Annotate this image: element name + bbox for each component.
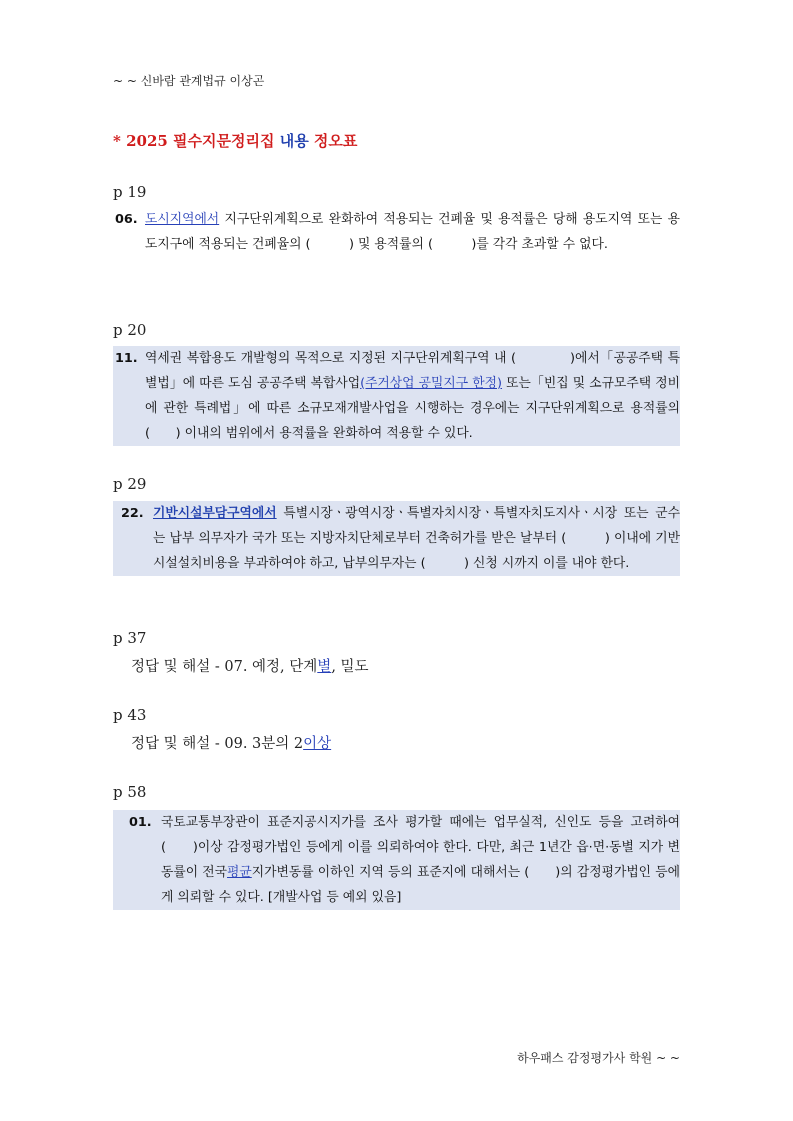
text-segment: 특별시장ㆍ광역시장ㆍ특별자치시장ㆍ특별자치도지사ㆍ시장 또는 군수는 (153, 506, 680, 546)
text-segment: 지구단위계획으로 완화하여 적용되는 건폐율 및 용적률 (224, 212, 536, 227)
item-text (113, 207, 680, 257)
item-01 (113, 810, 680, 910)
text-segment: ( )이상 감정평가법인 등 (161, 840, 319, 855)
answer-09 (131, 732, 331, 753)
page-label-43: p 43 (113, 706, 147, 724)
text-segment: 은 당해 (535, 212, 583, 227)
item-number: 01. (129, 815, 152, 830)
text-segment: 가 국가 또는 지방자치단체로부터 (235, 531, 426, 546)
item-06 (113, 207, 680, 257)
text-segment: 납부 의무자 (169, 531, 236, 546)
title-highlight: 내용 (279, 132, 309, 150)
item-text (113, 346, 680, 446)
text-segment: 역세권 복합용도 개발형 (145, 351, 278, 366)
answer-tail: , 밀도 (331, 659, 369, 675)
page-footer: 하우패스 감정평가사 학원 ~ ~ (517, 1051, 680, 1065)
text-segment: 평균 (227, 865, 252, 880)
text-segment: 용도지역 또는 용도지구 (145, 212, 680, 252)
text-segment: 이 표준지공시지가를 조사 평가할 때에는 업무실적, 신인도 등을 고려하여 (247, 815, 680, 830)
text-segment: 기반시설부담구역에서 (153, 506, 277, 521)
item-number: 22. (121, 506, 144, 521)
title-suffix: 정오표 (313, 132, 358, 150)
title-prefix: * 2025 필수지문정리집 (113, 132, 275, 150)
text-segment: 용적률을 완화하여 적용 (279, 426, 412, 441)
text-segment: 지가변동률 이하인 지역 등의 표준지에 대해서는 (251, 865, 525, 880)
answer-text: 정답 및 해설 - 09. 3분의 2 (131, 736, 304, 752)
item-11 (113, 346, 680, 446)
answer-07 (131, 655, 369, 676)
page-label-19: p 19 (113, 183, 147, 201)
text-segment: 에 기반시설설치비용을 (153, 531, 680, 571)
text-segment: 국토교통부장관 (161, 815, 248, 830)
item-text (113, 810, 680, 910)
text-segment: 의 목적으로 지정된 지구단위계획구역 내 ( )에서「공공주택 특별법」에 따른 도심 공공주택 복합사업 (145, 351, 680, 391)
text-segment: 에 적용되는 (182, 237, 253, 252)
text-segment: 도시지역에서 (145, 212, 220, 227)
text-segment: 에게 이를 의뢰하여야 한다. 다만, 최근 1년간 읍·면·동별 지가 변동률이 전국 (161, 840, 680, 880)
item-text (113, 501, 680, 576)
text-segment: 부과 (243, 556, 269, 571)
text-segment: 건폐율의 ( ) 및 용적률의 ( )를 각각 초과할 수 없다. (252, 237, 608, 252)
text-segment: ( )의 감정평가법인 등 (524, 865, 668, 880)
item-number: 11. (115, 351, 138, 366)
page-header: ~ ~ 신바람 관계법규 이상곤 (113, 74, 265, 88)
page-label-58: p 58 (113, 783, 147, 801)
item-number: 06. (115, 212, 138, 227)
answer-text: 정답 및 해설 - 07. 예정, 단계 (131, 659, 318, 675)
text-segment: 또는「빈집 및 소규모주택 정비에 관한 특례법」에 따른 소규모재개발사업을 시행하는 경우에는 지구단위계획으로 용적률의 ( ) 이내의 범위에서 (145, 376, 680, 441)
text-segment: 에게 의뢰할 수 있다. [개발사업 등 예외 있음] (161, 865, 680, 905)
text-segment: (주거상업 공밀지구 한정) (360, 376, 503, 391)
page-label-29: p 29 (113, 475, 147, 493)
answer-correction: 별 (317, 659, 332, 675)
page-label-37: p 37 (113, 629, 147, 647)
text-segment: 할 수 있다. (411, 426, 473, 441)
answer-correction: 이상 (303, 736, 332, 752)
text-segment: 납부의무자는 ( ) 신청 시까지 이를 내야 한다. (342, 556, 630, 571)
text-segment: 건축허가를 받은 날부터 ( ) 이내 (425, 531, 639, 546)
text-segment: 하여야 하고, (268, 556, 343, 571)
item-22 (113, 501, 680, 576)
document-title (113, 130, 357, 151)
page-label-20: p 20 (113, 321, 147, 339)
